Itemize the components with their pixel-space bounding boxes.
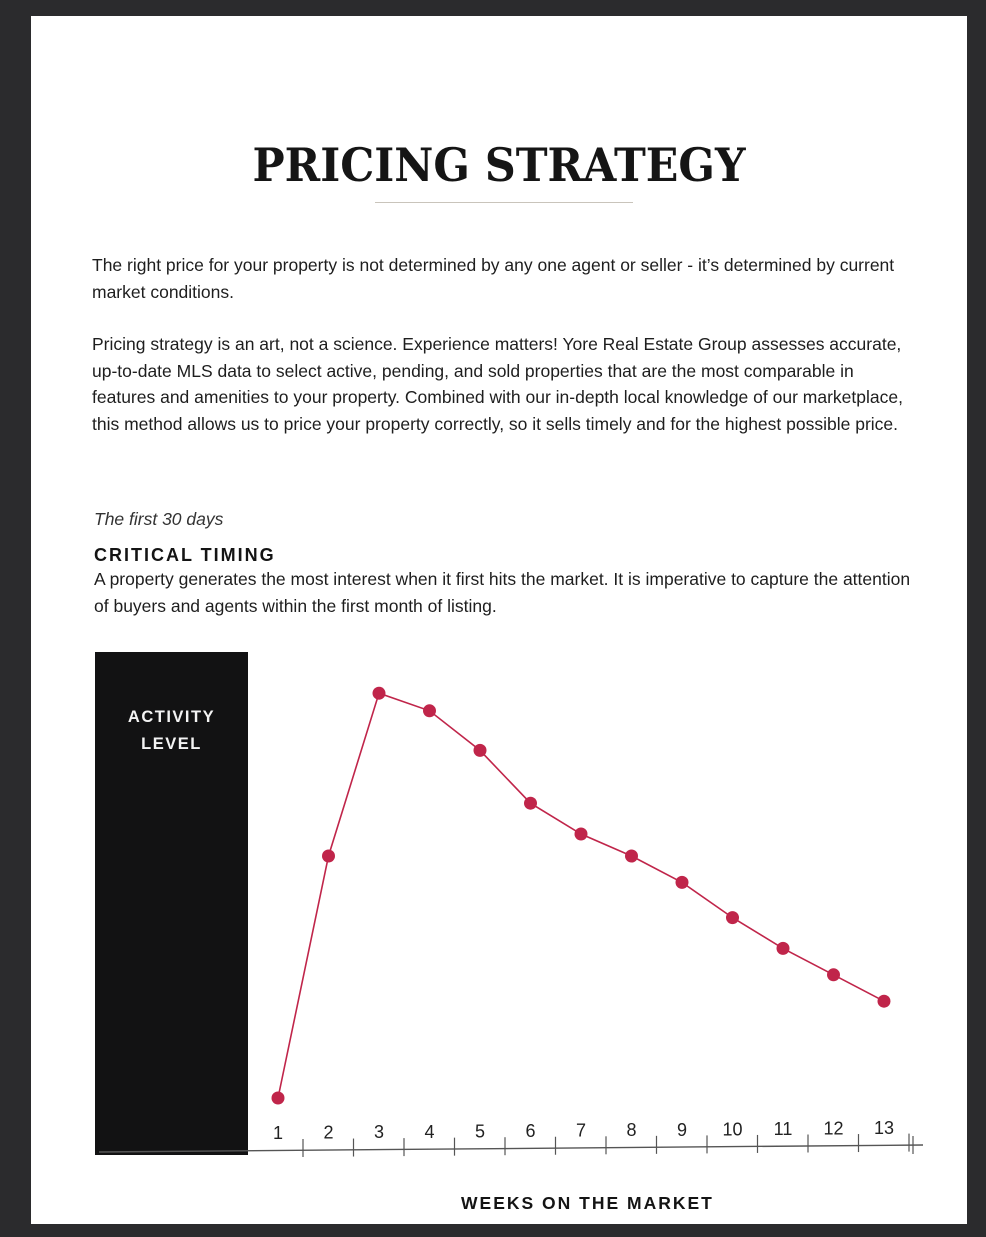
x-axis-line [99, 1145, 923, 1152]
data-point-week-2 [322, 850, 335, 863]
document-page [31, 16, 967, 1224]
data-point-week-1 [272, 1092, 285, 1105]
data-point-week-7 [575, 828, 588, 841]
x-tick-label: 4 [424, 1121, 435, 1142]
data-point-week-10 [726, 911, 739, 924]
data-point-week-5 [474, 744, 487, 757]
x-tick-label: 11 [773, 1119, 793, 1139]
timing-paragraph: A property generates the most interest when it first hits the market. It is imperative to capture the attention of buyers and agents within the first month of listing. [94, 569, 911, 616]
x-tick-label: 9 [676, 1119, 688, 1140]
data-point-week-8 [625, 850, 638, 863]
y-axis-label-line2: LEVEL [141, 735, 202, 753]
x-tick-label: 12 [823, 1118, 844, 1139]
x-tick-label: 3 [373, 1122, 385, 1143]
data-point-week-9 [676, 876, 689, 889]
data-point-week-12 [827, 968, 840, 981]
data-point-week-6 [524, 797, 537, 810]
section-heading: CRITICAL TIMING [94, 545, 276, 565]
x-tick-label: 7 [575, 1120, 587, 1141]
x-axis-title: WEEKS ON THE MARKET [461, 1193, 714, 1213]
section-subheading: The first 30 days [94, 509, 224, 529]
activity-series-line [278, 693, 884, 1098]
x-tick-label: 5 [474, 1121, 486, 1142]
x-tick-label: 1 [272, 1123, 284, 1143]
data-point-week-13 [878, 995, 891, 1008]
x-tick-label: 6 [525, 1121, 536, 1141]
x-tick-label: 2 [323, 1122, 334, 1143]
strategy-paragraph: Pricing strategy is an art, not a science. Experience matters! Yore Real Estate Group assesses accurate, up-to-date MLS data to select active, pending, and sold properties that are the most comparable in features and amenities to your property. Combined with our in-depth local knowledge of our marketplace, this method allows us to price your property correctly, so it sells timely and for the highest possible price. [92, 334, 903, 434]
data-point-week-11 [777, 942, 790, 955]
x-tick-label: 13 [873, 1118, 895, 1139]
activity-line-chart [31, 16, 967, 1224]
x-tick-label: 8 [626, 1120, 637, 1141]
data-point-week-4 [423, 704, 436, 717]
data-point-week-3 [373, 687, 386, 700]
page-title: PRICING STRATEGY [252, 138, 746, 192]
x-tick-label: 10 [722, 1119, 743, 1140]
intro-paragraph: The right price for your property is not determined by any one agent or seller - it’s determined by current market conditions. [92, 255, 895, 302]
y-axis-label-line1: ACTIVITY [127, 708, 216, 726]
